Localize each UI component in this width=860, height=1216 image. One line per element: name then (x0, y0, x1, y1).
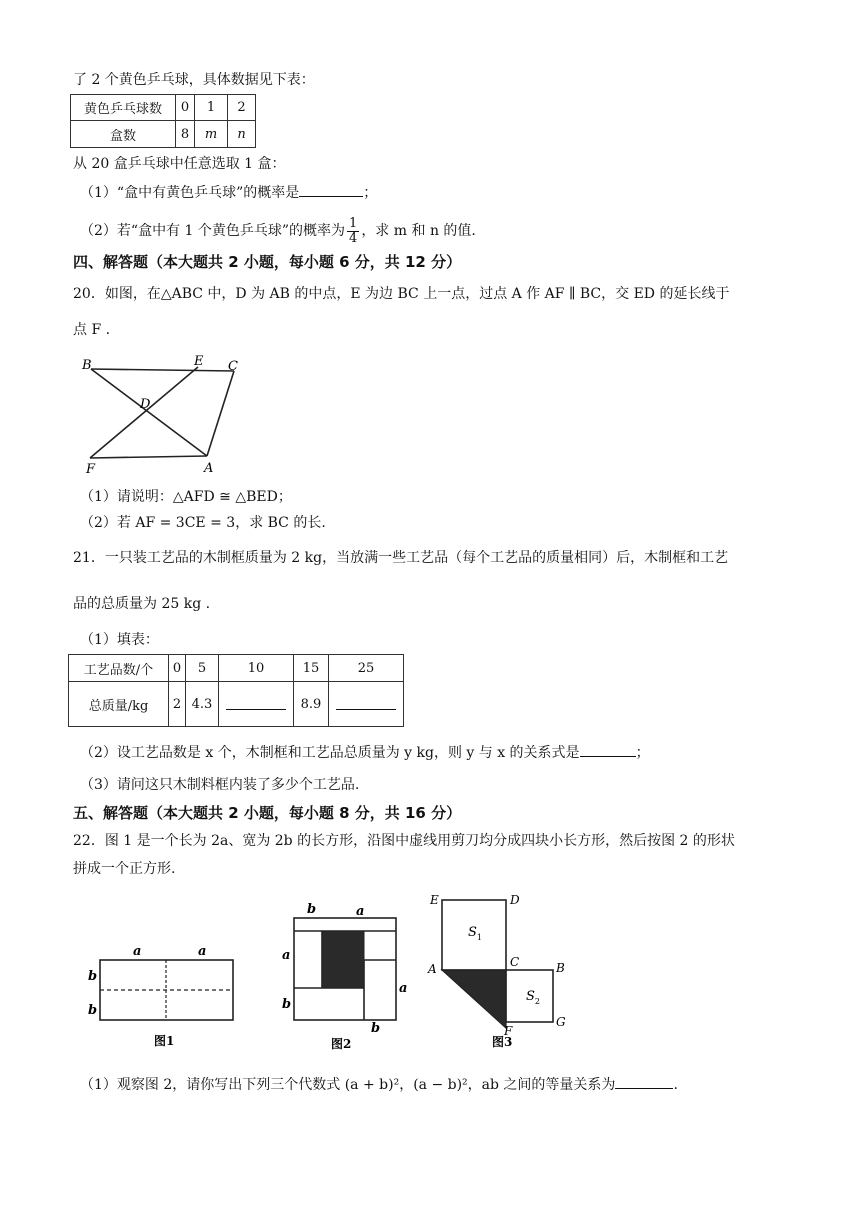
answer-blank (226, 695, 286, 710)
q21-part2 (80, 742, 650, 763)
fraction-numerator: 1 (349, 215, 358, 231)
shaded-center-square (322, 931, 364, 988)
label-a: a (399, 981, 408, 996)
label-a: a (198, 944, 207, 959)
segment-bc (91, 369, 234, 371)
q21-part2-suffix: ； (635, 745, 650, 761)
figure-2-caption: 图2 (331, 1037, 352, 1051)
label-a: a (282, 948, 291, 963)
label-a: a (133, 944, 142, 959)
q21-cell-blank (329, 682, 404, 727)
q19-part1-text: （1）“盒中有黄色乒乓球”的概率是 (80, 185, 300, 201)
label-s2: $S_2$ (526, 989, 540, 1006)
q21-cell: 25 (329, 655, 404, 682)
label-g: G (556, 1015, 566, 1029)
label-f: F (504, 1024, 513, 1038)
q19-cell: 1 (195, 95, 228, 121)
label-b: b (88, 969, 98, 984)
answer-blank (615, 1074, 673, 1089)
q21-table (68, 654, 404, 727)
figure-3-caption: 图3 (492, 1035, 513, 1049)
q19-part1 (80, 182, 377, 203)
label-a: A (428, 962, 437, 976)
label-f: F (86, 462, 96, 476)
fraction-denominator: 4 (349, 230, 358, 246)
q21-cell: 15 (294, 655, 329, 682)
q22-stem-line2: 拼成一个正方形. (73, 861, 176, 877)
label-c: C (510, 955, 520, 969)
q21-cell: 工艺品数/个 (69, 655, 169, 682)
label-a: a (356, 904, 365, 919)
q19-cell: 黄色乒乓球数 (71, 95, 176, 121)
label-e: E (194, 354, 204, 369)
fraction (347, 217, 359, 246)
q19-part1-suffix: ； (363, 185, 378, 201)
q22-part1 (80, 1074, 678, 1095)
q19-cell: n (228, 121, 256, 148)
q20-part1: （1）请说明：△AFD ≅ △BED； (80, 489, 292, 505)
q21-stem-line1: 21．一只装工艺品的木制框质量为 2 kg，当放满一些工艺品（每个工艺品的质量相同）后，木制框和工艺 (73, 550, 729, 566)
q19-cell: 8 (176, 121, 195, 148)
label-b: b (88, 1003, 98, 1018)
answer-blank (336, 695, 396, 710)
q21-stem-line2: 品的总质量为 25 kg . (73, 596, 211, 612)
label-d: D (510, 893, 520, 907)
label-c: C (228, 359, 238, 374)
q22-figure-2 (278, 898, 408, 1052)
label-a: A (204, 461, 214, 476)
q19-intro: 了 2 个黄色乒乓球，具体数据见下表： (73, 72, 315, 88)
q20-triangle-figure (78, 352, 248, 476)
label-b: B (82, 358, 92, 373)
q19-table (70, 94, 256, 148)
q21-cell: 4.3 (186, 682, 219, 727)
q19-cell: 2 (228, 95, 256, 121)
section-5-heading: 五、解答题（本大题共 2 小题，每小题 8 分，共 16 分） (73, 804, 462, 822)
q22-part1-text: （1）观察图 2，请你写出下列三个代数式 (a + b)²，(a − b)²，ab 之间的等量关系为 (80, 1077, 616, 1093)
q19-part2 (80, 214, 476, 248)
q21-cell: 总质量/kg (69, 682, 169, 727)
q21-cell: 5 (186, 655, 219, 682)
label-b: b (307, 902, 317, 917)
label-b: B (556, 961, 565, 975)
q20-stem-line2: 点 F . (73, 322, 111, 338)
label-d: D (140, 397, 151, 412)
answer-blank (580, 742, 636, 757)
label-e: E (430, 893, 439, 907)
label-s1: $S_1$ (468, 925, 482, 942)
q22-figure-1 (82, 940, 242, 1050)
q19-part2-suffix: ，求 m 和 n 的值. (361, 223, 476, 239)
q19-cell: m (195, 121, 228, 148)
q21-part1: （1）填表： (80, 632, 159, 648)
q21-cell: 10 (219, 655, 294, 682)
q22-part1-suffix: . (673, 1077, 678, 1093)
q20-part2: （2）若 AF = 3CE = 3，求 BC 的长. (80, 515, 326, 531)
q19-select-text: 从 20 盒乒乓球中任意选取 1 盒： (73, 156, 286, 172)
section-4-heading: 四、解答题（本大题共 2 小题，每小题 6 分，共 12 分） (73, 253, 462, 271)
segment-ca (207, 371, 234, 456)
q21-cell-blank (219, 682, 294, 727)
q19-cell: 盒数 (71, 121, 176, 148)
shaded-triangle (442, 970, 506, 1028)
label-b: b (371, 1021, 381, 1036)
q21-part2-text: （2）设工艺品数是 x 个，木制框和工艺品总质量为 y kg，则 y 与 x 的关系式是 (80, 745, 580, 761)
q19-part2-text: （2）若“盒中有 1 个黄色乒乓球”的概率为 (80, 223, 346, 239)
q21-cell: 0 (169, 655, 186, 682)
segment-fa (90, 456, 207, 458)
q19-cell: 0 (176, 95, 195, 121)
q21-part3: （3）请问这只木制料框内装了多少个工艺品. (80, 777, 360, 793)
q20-stem-line1: 20．如图，在△ABC 中，D 为 AB 的中点，E 为边 BC 上一点，过点 A 作 AF ∥ BC，交 ED 的延长线于 (73, 286, 730, 302)
label-b: b (282, 997, 292, 1012)
q22-figure-3 (424, 890, 574, 1050)
figure-1-caption: 图1 (154, 1034, 175, 1048)
answer-blank (299, 182, 363, 197)
q21-cell: 8.9 (294, 682, 329, 727)
q21-cell: 2 (169, 682, 186, 727)
q22-stem-line1: 22．图 1 是一个长为 2a、宽为 2b 的长方形，沿图中虚线用剪刀均分成四块小长方形，然后按图 2 的形状 (73, 833, 735, 849)
